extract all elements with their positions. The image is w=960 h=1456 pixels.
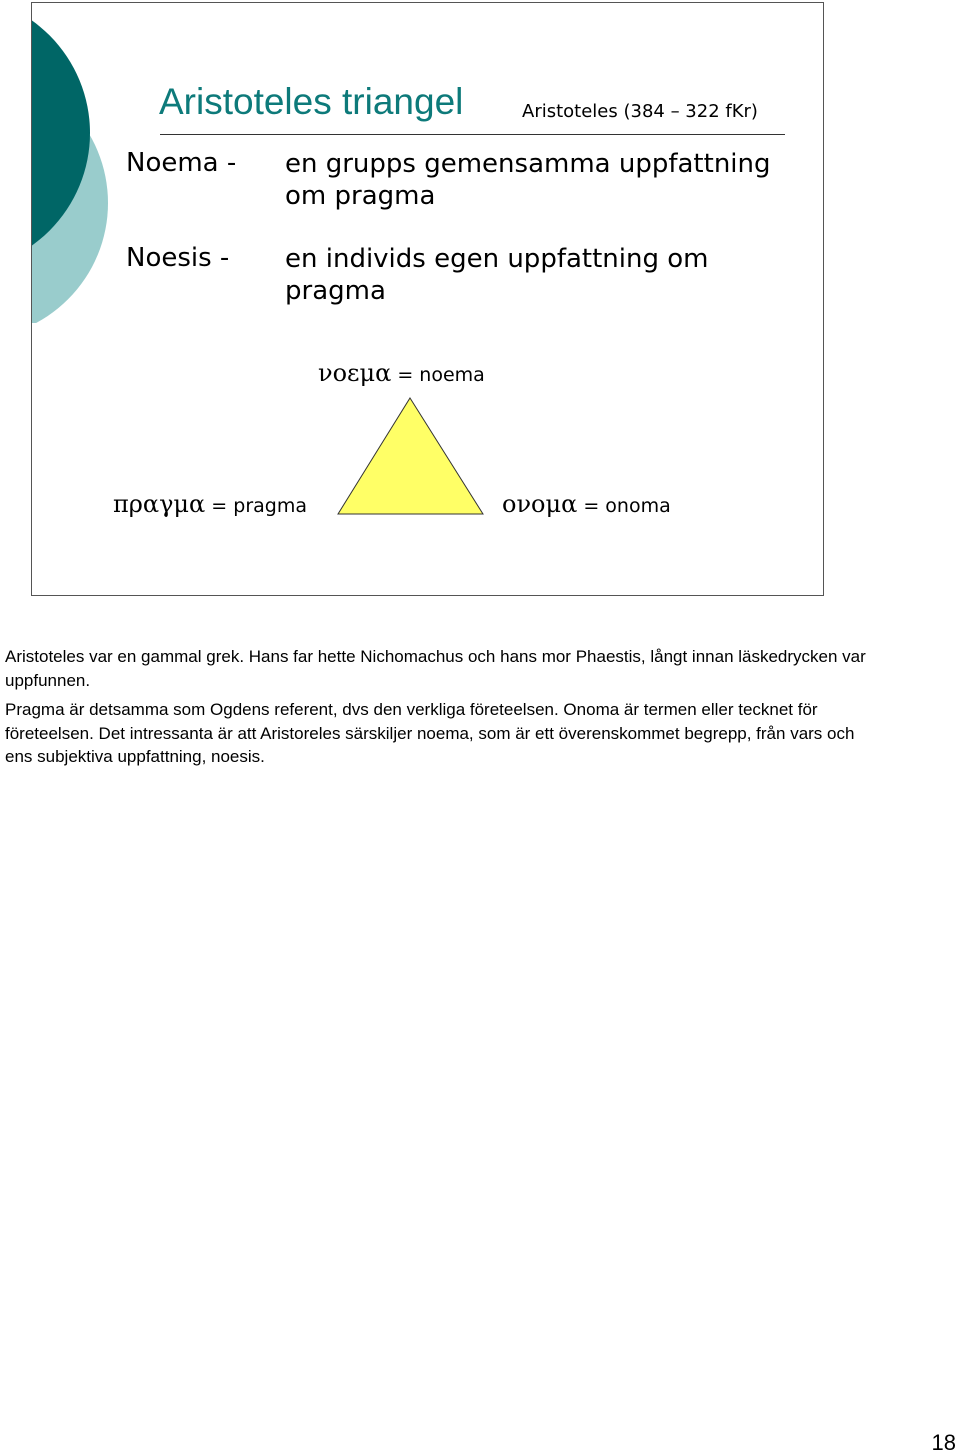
definition-noesis: en individs egen uppfattning om pragma [285, 244, 709, 306]
definition-noema: en grupps gemensamma uppfattning om pragma [285, 149, 771, 211]
triangle-label-left [113, 490, 307, 518]
latin-pragma: = pragma [211, 495, 307, 517]
slide-title: Aristoteles triangel [159, 81, 464, 122]
greek-onoma: ονομα [502, 490, 578, 518]
triangle-shape [338, 398, 483, 514]
slide [31, 2, 824, 596]
title-divider [160, 134, 785, 135]
term-noesis: Noesis - [126, 243, 230, 273]
triangle-label-top [318, 359, 485, 387]
triangle-diagram [337, 396, 487, 518]
latin-onoma: = onoma [583, 495, 671, 517]
page-number: 18 [931, 1430, 956, 1455]
notes-paragraph: Aristoteles var en gammal grek. Hans far hette Nichomachus och hans mor Phaestis, långt innan läskedrycken var uppfunnen. [5, 647, 866, 690]
greek-pragma: πραγμα [113, 490, 206, 518]
slide-subtitle: Aristoteles (384 – 322 fKr) [522, 101, 758, 122]
term-noema: Noema - [126, 148, 237, 178]
greek-noema: νοεμα [318, 359, 392, 387]
triangle-label-right [502, 490, 671, 518]
latin-noema: = noema [397, 364, 485, 386]
speaker-notes [5, 645, 885, 775]
notes-paragraph: Pragma är detsamma som Ogdens referent, dvs den verkliga företeelsen. Onoma är termen eller tecknet för företeelsen. Det intressanta är att Aristoreles särskiljer noema, som är ett överenskommet begrepp, från vars och ens subjektiva uppfattning, noesis. [5, 700, 855, 766]
